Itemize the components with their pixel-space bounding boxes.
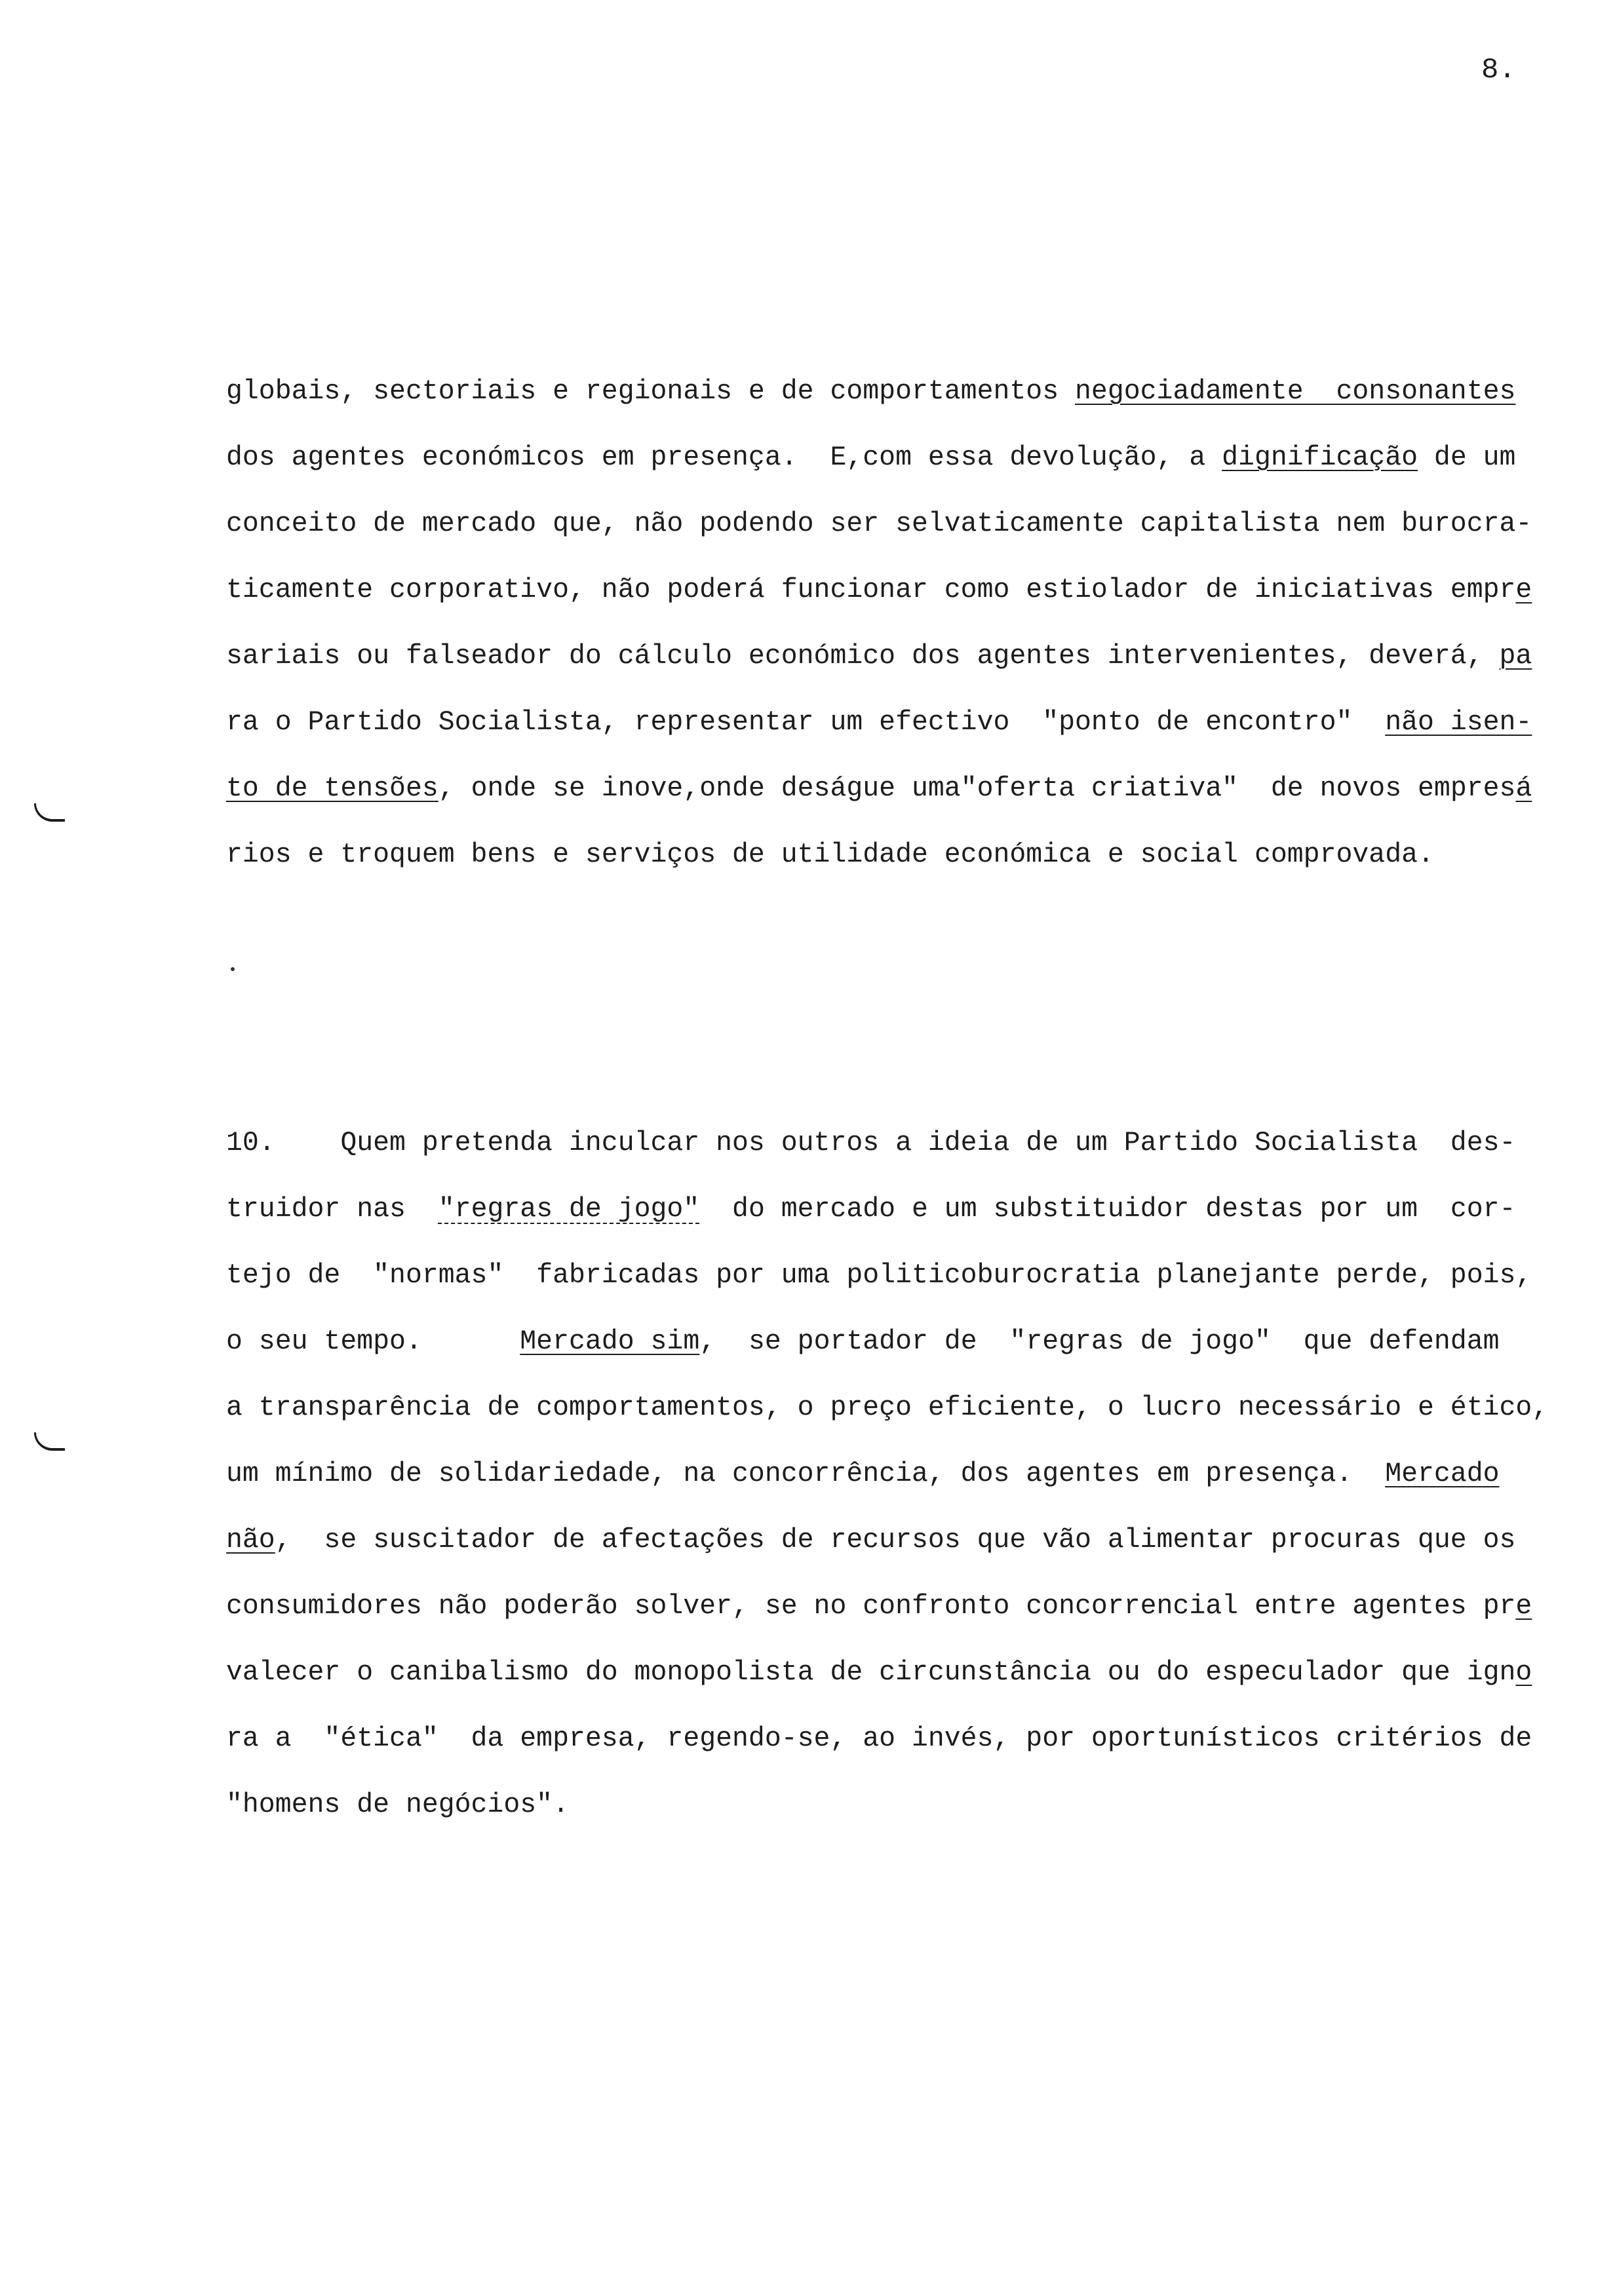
text-run: "homens de negócios". [226, 1789, 569, 1820]
underlined-text: Mercado sim [520, 1326, 700, 1357]
text-run: ra o Partido Socialista, representar um efectivo "ponto de encontro" [226, 707, 1386, 738]
text-run: globais, sectoriais e regionais e de comportamentos [226, 376, 1076, 407]
text-run: ra a "ética" da empresa, regendo-se, ao invés, por oportunísticos critérios de [226, 1723, 1532, 1754]
text-run: valecer o canibalismo do monopolista de circunstância ou do especulador que ign [226, 1657, 1516, 1688]
margin-check-mark [34, 1432, 65, 1451]
text-run: conceito de mercado que, não podendo ser selvaticamente capitalista nem burocra- [226, 508, 1532, 539]
text-line [226, 1590, 1532, 1623]
text-line [226, 1326, 1500, 1358]
text-run: do mercado e um substituidor destas por um cor- [699, 1194, 1516, 1225]
text-line [226, 1259, 1532, 1292]
text-run: truidor nas [226, 1194, 438, 1225]
text-run: rios e troquem bens e serviços de utilidade económica e social comprovada. [226, 839, 1434, 870]
margin-check-mark [34, 803, 65, 822]
text-run: , se portador de "regras de jogo" que defendam [699, 1326, 1500, 1357]
text-line [226, 1723, 1532, 1755]
text-run: tejo de "normas" fabricadas por uma politicoburocratia planejante perde, pois, [226, 1260, 1532, 1291]
text-line [226, 508, 1532, 541]
text-line [226, 773, 1532, 805]
text-line [226, 442, 1515, 474]
text-line [226, 1656, 1532, 1689]
scan-speck [231, 967, 235, 971]
underlined-text: não isen- [1385, 707, 1532, 738]
text-line [226, 1127, 1515, 1160]
underlined-text: pa [1499, 641, 1532, 672]
dash-underlined-text: "regras de jogo" [438, 1194, 700, 1225]
underlined-text: Mercado [1385, 1459, 1500, 1489]
underlined-text: e [1515, 575, 1532, 605]
text-run: ticamente corporativo, não poderá funcionar como estiolador de iniciativas empr [226, 575, 1516, 605]
underlined-text: á [1515, 773, 1532, 804]
text-line [226, 375, 1515, 408]
text-line [226, 1789, 569, 1822]
text-run: , onde se inove,onde deságue uma"oferta criativa" de novos empres [438, 773, 1516, 804]
text-run: um mínimo de solidariedade, na concorrência, dos agentes em presença. [226, 1459, 1386, 1489]
text-run: a transparência de comportamentos, o preço eficiente, o lucro necessário e ético, [226, 1392, 1549, 1423]
text-line [226, 640, 1532, 673]
text-line [226, 839, 1434, 871]
underlined-text: não [226, 1525, 275, 1556]
text-line [226, 1193, 1515, 1226]
text-line [226, 1392, 1548, 1425]
text-run: dos agentes económicos em presença. E,com essa devolução, a [226, 442, 1222, 473]
text-line [226, 1458, 1500, 1491]
text-line [226, 706, 1532, 739]
text-run: o seu tempo. [226, 1326, 520, 1357]
text-line [226, 574, 1532, 607]
underlined-text: e [1515, 1591, 1532, 1622]
underlined-text: dignificação [1222, 442, 1418, 473]
text-run: consumidores não poderão solver, se no confronto concorrencial entre agentes pr [226, 1591, 1516, 1622]
text-run: de um [1418, 442, 1516, 473]
text-line [226, 1524, 1515, 1557]
underlined-text: negociadamente consonantes [1075, 376, 1516, 407]
text-run: , se suscitador de afectações de recursos que vão alimentar procuras que os [275, 1525, 1516, 1556]
text-run: 10. Quem pretenda inculcar nos outros a ideia de um Partido Socialista des- [226, 1128, 1516, 1158]
page-number: 8. [1481, 54, 1516, 86]
text-run: sariais ou falseador do cálculo económico dos agentes intervenientes, deverá, [226, 641, 1500, 672]
underlined-text: o [1515, 1657, 1532, 1688]
underlined-text: to de tensões [226, 773, 438, 804]
